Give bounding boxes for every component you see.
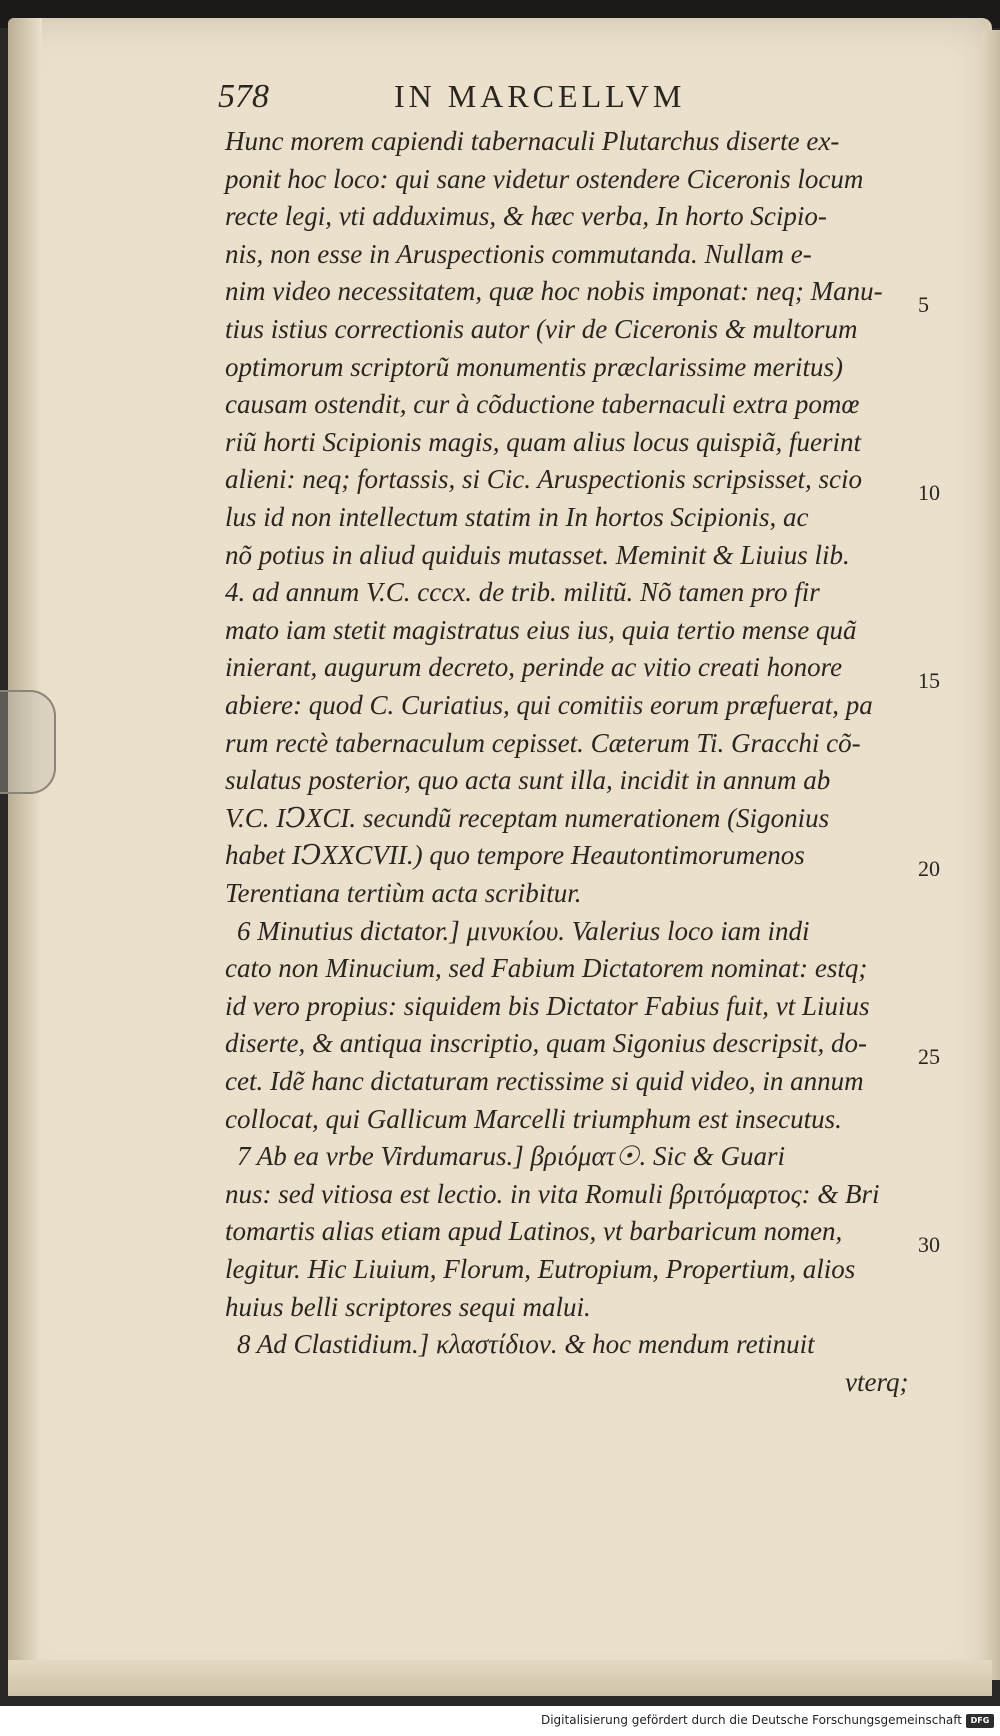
text-line: sulatus posterior, quo acta sunt illa, incidit in annum ab — [225, 765, 831, 796]
text-line: tius istius correctionis autor (vir de Ciceronis & multorum — [225, 314, 858, 344]
text-line: nus: sed vitiosa est lectio. in vita Romuli βριτόμαρτος: & Bri — [225, 1178, 880, 1209]
text-line: id vero propius: siquidem bis Dictator Fabius fuit, vt Liuius — [225, 990, 870, 1021]
text-line: V.C. IↃXCI. secundũ receptam numerationem (Sigonius — [225, 802, 830, 833]
text-line: collocat, qui Gallicum Marcelli triumphum est insecutus. — [225, 1103, 842, 1134]
margin-line-number: 20 — [918, 856, 940, 882]
page-number: 578 — [218, 78, 269, 115]
text-line: nõ potius in aliud quiduis mutasset. Meminit & Liuius lib. — [225, 539, 850, 570]
margin-line-number: 10 — [918, 480, 940, 506]
funding-credit: Digitalisierung gefördert durch die Deutsche Forschungsgemeinschaft — [540, 1713, 962, 1727]
text-line: habet IↃXXCVII.) quo tempore Heautontimorumenos — [225, 840, 805, 871]
text-line: Terentiana tertiùm acta scribitur. — [225, 878, 582, 908]
footer-bar — [0, 1706, 1000, 1736]
clip-holder-icon — [0, 690, 56, 794]
text-line: nim video necessitatem, quæ hoc nobis imponat: neq; Manu- — [225, 276, 883, 307]
text-line: 7 Ab ea vrbe Virdumarus.] βριόματ☉. Sic & Guari — [237, 1141, 785, 1172]
text-line: diserte, & antiqua inscriptio, quam Sigonius descripsit, do- — [225, 1028, 867, 1059]
text-line: cet. Idẽ hanc dictaturam rectissime si quid video, in annum — [225, 1066, 864, 1096]
text-line: Hunc morem capiendi tabernaculi Plutarchus diserte ex- — [225, 126, 840, 156]
text-line: legitur. Hic Liuium, Florum, Eutropium, Propertium, alios — [225, 1254, 856, 1284]
margin-line-number: 15 — [918, 668, 940, 694]
text-line: 8 Ad Clastidium.] κλαστίδιον. & hoc mendum retinuit — [237, 1329, 815, 1360]
page-gutter-shadow — [8, 18, 42, 1690]
page-bottom-edge — [8, 1660, 992, 1696]
text-line: optimorum scriptorũ monumentis præclarissime meritus) — [225, 351, 844, 382]
text-line: tomartis alias etiam apud Latinos, vt barbaricum nomen, — [225, 1216, 843, 1247]
text-line: mato iam stetit magistratus eius ius, quia tertio mense quã — [225, 614, 857, 645]
text-line: huius belli scriptores sequi malui. — [225, 1291, 591, 1322]
running-head: IN MARCELLVM — [394, 78, 686, 114]
text-line: 4. ad annum V.C. cccx. de trib. militũ. Nõ tamen pro fir — [225, 577, 820, 608]
text-line: lus id non intellectum statim in In hortos Scipionis, ac — [225, 502, 809, 532]
margin-line-number: 25 — [918, 1044, 940, 1070]
text-line: nis, non esse in Aruspectionis commutanda. Nullam e- — [225, 238, 812, 269]
dfg-logo-icon: DFG — [966, 1714, 994, 1728]
margin-line-number: 5 — [918, 292, 929, 318]
text-line: cato non Minucium, sed Fabium Dictatorem nominat: estq; — [225, 953, 868, 984]
text-line: recte legi, vti adduximus, & hæc verba, In horto Scipio- — [225, 201, 827, 232]
text-line: riũ horti Scipionis magis, quam alius locus quispiã, fuerint — [225, 426, 862, 457]
text-line: abiere: quod C. Curiatius, qui comitiis eorum præfuerat, pa — [225, 690, 873, 720]
page-fore-edge — [982, 30, 1000, 1680]
text-line: alieni: neq; fortassis, si Cic. Aruspectionis scripsisset, scio — [225, 464, 862, 495]
text-line: 6 Minutius dictator.] μινυκίου. Valerius loco iam indi — [237, 915, 810, 946]
margin-line-number: 30 — [918, 1232, 940, 1258]
text-line: causam ostendit, cur à cõductione tabernaculi extra pomœ — [225, 389, 860, 420]
text-line: ponit hoc loco: qui sane videtur ostendere Ciceronis locum — [225, 163, 864, 194]
text-line: vterq; — [845, 1366, 909, 1397]
page-header — [218, 78, 908, 122]
text-line: inierant, augurum decreto, perinde ac vitio creati honore — [225, 652, 843, 683]
text-line: rum rectè tabernaculum cepisset. Cæterum Ti. Gracchi cõ- — [225, 727, 861, 758]
